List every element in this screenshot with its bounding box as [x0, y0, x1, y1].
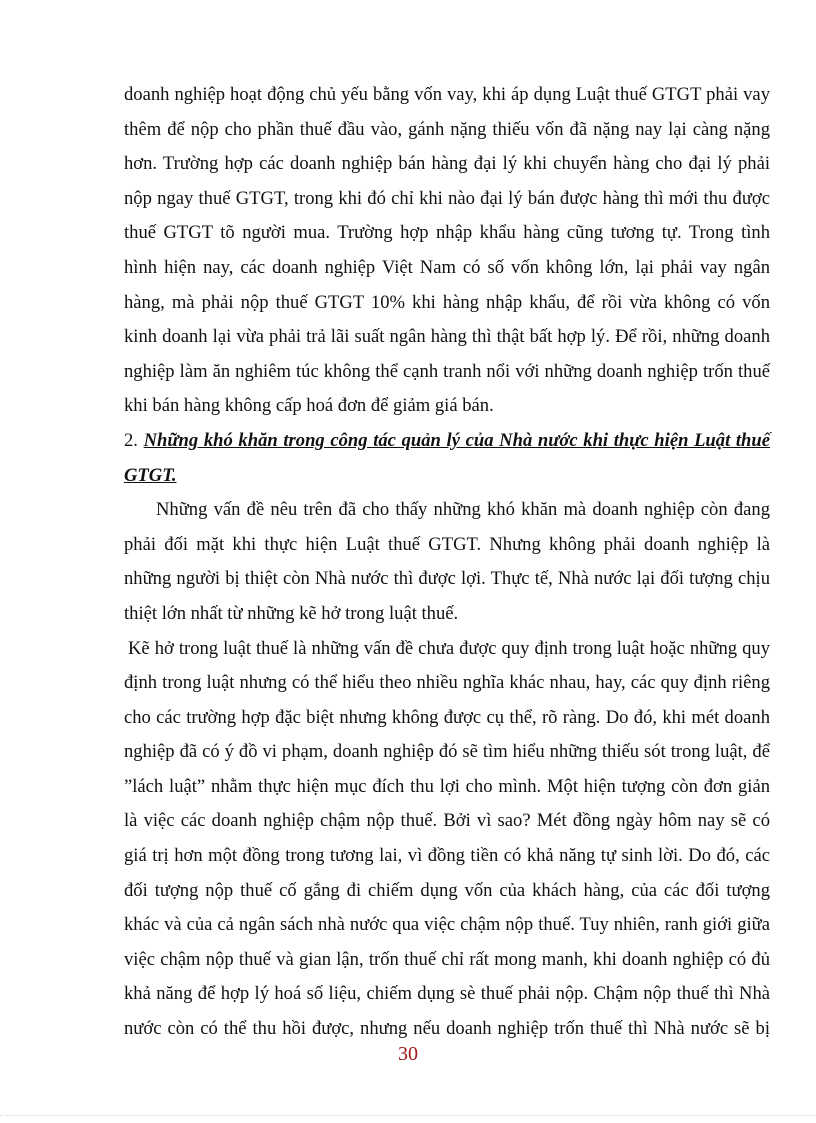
paragraph-1: [124, 78, 770, 424]
text-line: nghiệp làm ăn nghiêm túc không thể cạnh tranh nổi với những doanh nghiệp trốn thuế: [124, 360, 770, 382]
text-line: khác và của cả ngân sách nhà nước qua việc chậm nộp thuế. Tuy nhiên, ranh giới giữa: [124, 914, 770, 936]
text-line: Những vấn đề nêu trên đã cho thấy những khó khăn mà doanh nghiệp còn đang: [156, 499, 770, 521]
text-line: là việc các doanh nghiệp chậm nộp thuế. Bởi vì sao? Mét đồng ngày hôm nay sẽ có: [124, 810, 770, 832]
page-number: 30: [398, 1043, 418, 1065]
text-line: cho các trường hợp đặc biệt nhưng không được cụ thể, rõ ràng. Do đó, khi mét doanh: [124, 706, 770, 728]
text-line: khi bán hàng không cấp hoá đơn để giảm giá bán.: [124, 395, 494, 417]
paragraph-3: [124, 632, 770, 1047]
text-line: nước còn có thể thu hồi được, nhưng nếu doanh nghiệp trốn thuế thì Nhà nước sẽ bị: [124, 1018, 770, 1040]
text-line: hình hiện nay, các doanh nghiệp Việt Nam có số vốn không lớn, lại phải vay ngân: [124, 256, 770, 278]
text-line: doanh nghiệp hoạt động chủ yếu bằng vốn vay, khi áp dụng Luật thuế GTGT phải vay: [124, 84, 770, 105]
text-line: những người bị thiệt còn Nhà nước thì được lợi. Thực tế, Nhà nước lại đối tượng chịu: [124, 568, 770, 590]
text-line: nghiệp đã có ý đồ vi phạm, doanh nghiệp đó sẽ tìm hiểu những thiếu sót trong luật, để: [124, 741, 770, 763]
paragraph-2: [124, 493, 770, 631]
section-heading: [124, 424, 770, 493]
heading-title: Những khó khăn trong công tác quản lý của Nhà nước khi thực hiện Luật thuế: [143, 429, 770, 451]
text-line: thiệt lớn nhất từ những kẽ hở trong luật thuế.: [124, 602, 459, 624]
text-line: việc chậm nộp thuế và gian lận, trốn thuế chỉ rất mong manh, khi doanh nghiệp có đủ: [124, 948, 770, 970]
heading-number: 2.: [124, 429, 138, 451]
heading-title-continued: GTGT.: [124, 464, 177, 486]
text-line: định trong luật nhưng có thể hiểu theo nhiều nghĩa khác nhau, hay, các quy định riêng: [124, 672, 770, 694]
text-line: hơn. Trường hợp các doanh nghiệp bán hàng đại lý khi chuyển hàng cho đại lý phải: [124, 153, 770, 175]
text-line: Kẽ hở trong luật thuế là những vấn đề chưa được quy định trong luật hoặc những quy: [128, 637, 770, 659]
page-body: [124, 78, 770, 1047]
text-line: đối tượng nộp thuế cố gắng đi chiếm dụng vốn của khách hàng, của các đối tượng: [124, 879, 770, 901]
heading-line: [124, 459, 770, 494]
text-line: nộp ngay thuế GTGT, trong khi đó chỉ khi nào đại lý bán được hàng thì mới thu được: [124, 187, 770, 209]
text-line: thêm để nộp cho phần thuế đầu vào, gánh nặng thiếu vốn đã nặng nay lại càng nặng: [124, 118, 770, 140]
text-line: giá trị hơn một đồng trong tương lai, vì đồng tiền có khả năng tự sinh lời. Do đó, các: [124, 845, 770, 867]
text-line: thuế GTGT tõ người mua. Trường hợp nhập khẩu hàng cũng tương tự. Trong tình: [124, 222, 770, 244]
page-bottom-divider: [0, 1115, 816, 1116]
text-line: khả năng để hợp lý hoá số liệu, chiếm dụng sè thuế phải nộp. Chậm nộp thuế thì Nhà: [124, 983, 770, 1005]
text-line: ”lách luật” nhằm thực hiện mục đích thu lợi cho mình. Một hiện tượng còn đơn giản: [124, 775, 770, 797]
text-line: kinh doanh lại vừa phải trả lãi suất ngân hàng thì thật bất hợp lý. Để rồi, những doanh: [124, 326, 770, 348]
heading-line: [124, 424, 770, 459]
text-line: phải đối mặt khi thực hiện Luật thuế GTGT. Nhưng không phải doanh nghiệp là: [124, 533, 770, 555]
text-line: hàng, mà phải nộp thuế GTGT 10% khi hàng nhập khẩu, để rồi vừa không có vốn: [124, 291, 770, 313]
